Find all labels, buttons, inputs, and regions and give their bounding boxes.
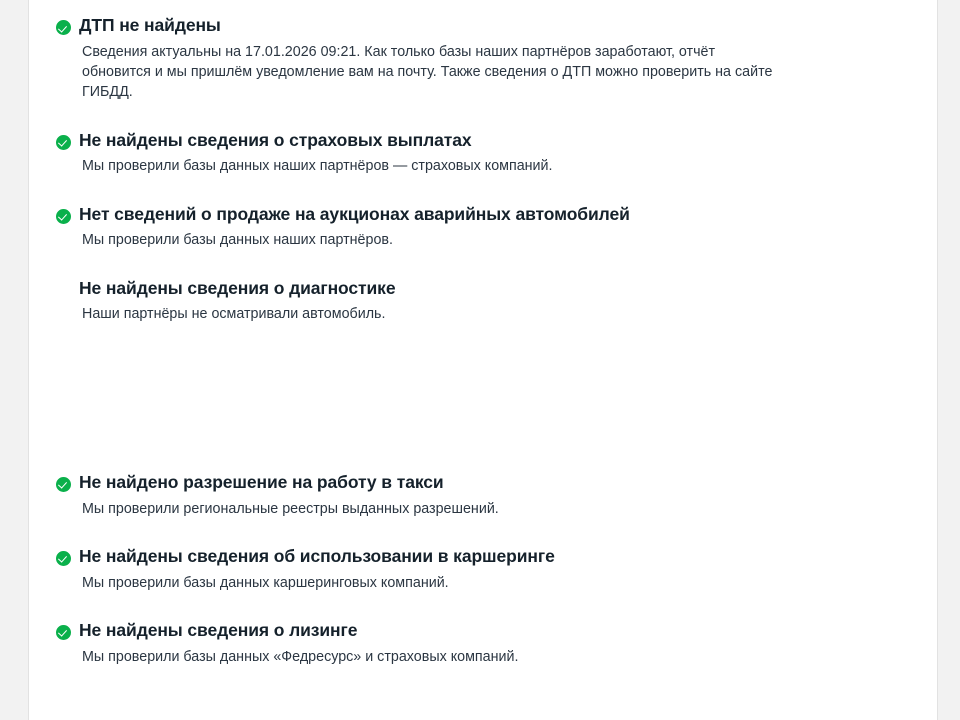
section-header (56, 471, 842, 494)
section-title: Не найдены сведения об использовании в каршеринге (79, 545, 555, 566)
check-circle-icon (56, 209, 71, 224)
section-gap (82, 351, 842, 471)
section-description: Наши партнёры не осматривали автомобиль. (82, 306, 386, 323)
check-circle-icon (56, 135, 71, 150)
check-circle-icon (56, 20, 71, 35)
check-circle-icon (56, 625, 71, 640)
check-circle-icon-placeholder (56, 283, 71, 298)
section-title: Не найдены сведения о страховых выплатах (79, 129, 472, 150)
report-section-leasing (79, 619, 842, 667)
section-title: Не найдены сведения о лизинге (79, 619, 358, 640)
section-description: Сведения актуальны на 17.01.2026 09:21. Как только базы наших партнёров заработают, отчёт обновится и мы пришлём уведомление вам на почту. Также сведения о ДТП можно проверить на сайте ГИБДД. (82, 43, 773, 101)
section-header (56, 545, 842, 568)
section-description: Мы проверили базы данных наших партнёров — страховых компаний. (82, 158, 553, 175)
section-title: Не найдено разрешение на работу в такси (79, 471, 444, 492)
report-section-diagnostics (79, 277, 842, 325)
section-description: Мы проверили базы данных каршеринговых компаний. (82, 574, 449, 591)
section-description: Мы проверили региональные реестры выданных разрешений. (82, 500, 499, 517)
page-left-gutter (0, 0, 29, 720)
report-section-carsharing (79, 545, 842, 593)
section-header (56, 203, 842, 226)
section-description: Мы проверили базы данных «Федресурс» и страховых компаний. (82, 648, 519, 665)
report-section-insurance-payouts (79, 129, 842, 177)
report-section-auction-sales (79, 203, 842, 251)
report-section-taxi-permit (79, 471, 842, 519)
section-description: Мы проверили базы данных наших партнёров. (82, 232, 393, 249)
section-header (56, 129, 842, 152)
report-content (79, 0, 842, 720)
check-circle-icon (56, 551, 71, 566)
section-title: Не найдены сведения о диагностике (79, 277, 396, 298)
section-header (56, 277, 842, 300)
report-section-accidents (79, 0, 842, 103)
section-header (56, 14, 842, 37)
section-header (56, 619, 842, 642)
section-title: Нет сведений о продаже на аукционах аварийных автомобилей (79, 203, 630, 224)
check-circle-icon (56, 477, 71, 492)
page-right-gutter (937, 0, 960, 720)
section-title: ДТП не найдены (79, 15, 221, 35)
